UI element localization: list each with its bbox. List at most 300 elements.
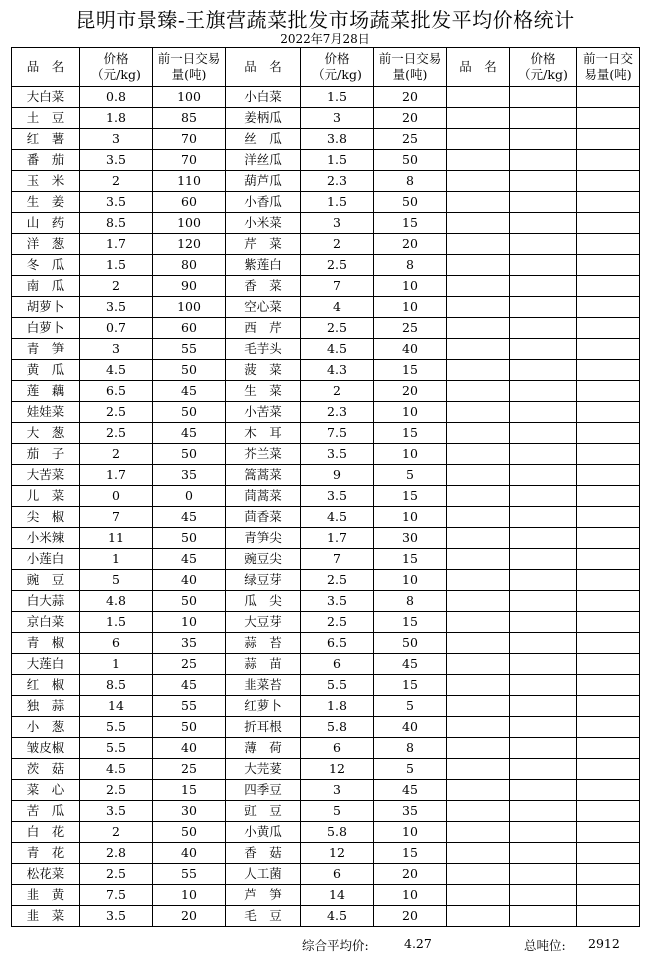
left-price-cell: 3.5 — [80, 297, 153, 318]
header-price-1: 价格（元/kg) — [80, 48, 153, 87]
middle-price-cell: 6 — [301, 654, 374, 675]
middle-price-cell: 2.5 — [301, 255, 374, 276]
left-volume-cell: 25 — [153, 759, 226, 780]
left-volume-cell: 100 — [153, 213, 226, 234]
empty-volume-cell — [577, 822, 640, 843]
middle-name-cell: 小白菜 — [226, 87, 301, 108]
header-name-2: 品 名 — [226, 48, 301, 87]
table-row — [12, 213, 640, 234]
middle-volume-cell: 45 — [374, 780, 447, 801]
empty-price-cell — [510, 780, 577, 801]
left-price-cell: 0.7 — [80, 318, 153, 339]
left-price-cell: 3.5 — [80, 150, 153, 171]
table-row — [12, 906, 640, 927]
empty-name-cell — [447, 738, 510, 759]
left-price-cell: 4.5 — [80, 360, 153, 381]
middle-volume-cell: 15 — [374, 213, 447, 234]
middle-volume-cell: 40 — [374, 339, 447, 360]
empty-name-cell — [447, 129, 510, 150]
table-row — [12, 885, 640, 906]
empty-price-cell — [510, 549, 577, 570]
middle-volume-cell: 25 — [374, 129, 447, 150]
middle-price-cell: 12 — [301, 843, 374, 864]
left-volume-cell: 85 — [153, 108, 226, 129]
header-price-2: 价格（元/kg) — [301, 48, 374, 87]
empty-volume-cell — [577, 318, 640, 339]
table-row — [12, 360, 640, 381]
left-name-cell: 番 茄 — [12, 150, 80, 171]
middle-name-cell: 人工菌 — [226, 864, 301, 885]
empty-volume-cell — [577, 360, 640, 381]
empty-price-cell — [510, 381, 577, 402]
header-volume-1: 前一日交易量(吨) — [153, 48, 226, 87]
left-volume-cell: 10 — [153, 885, 226, 906]
empty-price-cell — [510, 591, 577, 612]
empty-name-cell — [447, 885, 510, 906]
empty-price-cell — [510, 87, 577, 108]
empty-volume-cell — [577, 402, 640, 423]
middle-name-cell: 红萝卜 — [226, 696, 301, 717]
left-volume-cell: 40 — [153, 570, 226, 591]
left-volume-cell: 45 — [153, 507, 226, 528]
middle-price-cell: 1.5 — [301, 192, 374, 213]
middle-name-cell: 小苦菜 — [226, 402, 301, 423]
header-name-1: 品 名 — [12, 48, 80, 87]
left-volume-cell: 45 — [153, 381, 226, 402]
middle-name-cell: 蒜 苔 — [226, 633, 301, 654]
table-row — [12, 675, 640, 696]
left-price-cell: 5.5 — [80, 717, 153, 738]
empty-price-cell — [510, 213, 577, 234]
middle-price-cell: 7.5 — [301, 423, 374, 444]
table-row — [12, 423, 640, 444]
middle-volume-cell: 8 — [374, 171, 447, 192]
left-name-cell: 京白菜 — [12, 612, 80, 633]
table-row — [12, 234, 640, 255]
left-name-cell: 苦 瓜 — [12, 801, 80, 822]
left-name-cell: 小米辣 — [12, 528, 80, 549]
left-price-cell: 1.7 — [80, 465, 153, 486]
middle-volume-cell: 10 — [374, 276, 447, 297]
middle-price-cell: 1.5 — [301, 150, 374, 171]
left-volume-cell: 55 — [153, 696, 226, 717]
empty-price-cell — [510, 612, 577, 633]
middle-name-cell: 生 菜 — [226, 381, 301, 402]
empty-name-cell — [447, 171, 510, 192]
left-name-cell: 洋 葱 — [12, 234, 80, 255]
left-volume-cell: 50 — [153, 591, 226, 612]
empty-name-cell — [447, 591, 510, 612]
left-name-cell: 红 薯 — [12, 129, 80, 150]
middle-price-cell: 6 — [301, 864, 374, 885]
middle-volume-cell: 10 — [374, 822, 447, 843]
empty-name-cell — [447, 213, 510, 234]
left-name-cell: 胡萝卜 — [12, 297, 80, 318]
middle-name-cell: 香 菜 — [226, 276, 301, 297]
middle-volume-cell: 10 — [374, 444, 447, 465]
middle-price-cell: 3.5 — [301, 591, 374, 612]
empty-price-cell — [510, 570, 577, 591]
empty-volume-cell — [577, 738, 640, 759]
middle-price-cell: 3 — [301, 780, 374, 801]
middle-volume-cell: 10 — [374, 402, 447, 423]
empty-name-cell — [447, 486, 510, 507]
empty-name-cell — [447, 360, 510, 381]
table-row — [12, 654, 640, 675]
middle-name-cell: 紫莲白 — [226, 255, 301, 276]
left-name-cell: 红 椒 — [12, 675, 80, 696]
table-row — [12, 297, 640, 318]
empty-name-cell — [447, 570, 510, 591]
left-volume-cell: 80 — [153, 255, 226, 276]
table-row — [12, 339, 640, 360]
middle-name-cell: 大豆芽 — [226, 612, 301, 633]
middle-name-cell: 大芫荽 — [226, 759, 301, 780]
header-volume-3: 前一日交易量(吨) — [577, 48, 640, 87]
left-price-cell: 2 — [80, 276, 153, 297]
middle-name-cell: 小香瓜 — [226, 192, 301, 213]
left-name-cell: 小 葱 — [12, 717, 80, 738]
left-volume-cell: 90 — [153, 276, 226, 297]
empty-volume-cell — [577, 591, 640, 612]
empty-name-cell — [447, 276, 510, 297]
middle-price-cell: 2 — [301, 234, 374, 255]
empty-price-cell — [510, 675, 577, 696]
empty-volume-cell — [577, 129, 640, 150]
middle-price-cell: 7 — [301, 549, 374, 570]
left-price-cell: 8.5 — [80, 213, 153, 234]
left-price-cell: 5 — [80, 570, 153, 591]
middle-name-cell: 绿豆芽 — [226, 570, 301, 591]
middle-volume-cell: 20 — [374, 87, 447, 108]
empty-volume-cell — [577, 150, 640, 171]
middle-volume-cell: 50 — [374, 192, 447, 213]
report-date: 2022年7月28日 — [280, 32, 370, 46]
left-volume-cell: 100 — [153, 87, 226, 108]
left-volume-cell: 120 — [153, 234, 226, 255]
middle-price-cell: 4.5 — [301, 906, 374, 927]
empty-volume-cell — [577, 192, 640, 213]
table-row — [12, 465, 640, 486]
empty-price-cell — [510, 654, 577, 675]
middle-price-cell: 5 — [301, 801, 374, 822]
empty-volume-cell — [577, 633, 640, 654]
left-name-cell: 莲 藕 — [12, 381, 80, 402]
left-name-cell: 韭 黄 — [12, 885, 80, 906]
left-volume-cell: 40 — [153, 738, 226, 759]
middle-volume-cell: 15 — [374, 360, 447, 381]
middle-volume-cell: 20 — [374, 864, 447, 885]
table-row — [12, 486, 640, 507]
middle-price-cell: 2.5 — [301, 318, 374, 339]
middle-price-cell: 2.3 — [301, 171, 374, 192]
table-row — [12, 591, 640, 612]
empty-name-cell — [447, 234, 510, 255]
middle-price-cell: 9 — [301, 465, 374, 486]
middle-price-cell: 3.5 — [301, 444, 374, 465]
left-name-cell: 冬 瓜 — [12, 255, 80, 276]
middle-name-cell: 瓜 尖 — [226, 591, 301, 612]
left-volume-cell: 45 — [153, 549, 226, 570]
table-row — [12, 612, 640, 633]
empty-name-cell — [447, 444, 510, 465]
left-price-cell: 2 — [80, 171, 153, 192]
empty-price-cell — [510, 465, 577, 486]
table-row — [12, 402, 640, 423]
empty-name-cell — [447, 675, 510, 696]
middle-price-cell: 2.5 — [301, 612, 374, 633]
middle-volume-cell: 35 — [374, 801, 447, 822]
middle-price-cell: 4 — [301, 297, 374, 318]
left-volume-cell: 50 — [153, 717, 226, 738]
middle-volume-cell: 10 — [374, 885, 447, 906]
left-volume-cell: 35 — [153, 465, 226, 486]
table-row — [12, 843, 640, 864]
left-volume-cell: 50 — [153, 402, 226, 423]
table-header-row — [12, 48, 640, 87]
left-price-cell: 3.5 — [80, 906, 153, 927]
middle-name-cell: 折耳根 — [226, 717, 301, 738]
empty-name-cell — [447, 717, 510, 738]
empty-volume-cell — [577, 549, 640, 570]
empty-name-cell — [447, 507, 510, 528]
left-name-cell: 南 瓜 — [12, 276, 80, 297]
left-price-cell: 0 — [80, 486, 153, 507]
left-price-cell: 3.5 — [80, 801, 153, 822]
left-volume-cell: 110 — [153, 171, 226, 192]
empty-price-cell — [510, 276, 577, 297]
empty-name-cell — [447, 633, 510, 654]
left-name-cell: 豌 豆 — [12, 570, 80, 591]
empty-price-cell — [510, 759, 577, 780]
middle-price-cell: 3 — [301, 108, 374, 129]
middle-name-cell: 木 耳 — [226, 423, 301, 444]
left-price-cell: 2 — [80, 822, 153, 843]
table-row — [12, 759, 640, 780]
table-row — [12, 276, 640, 297]
middle-name-cell: 小黄瓜 — [226, 822, 301, 843]
empty-price-cell — [510, 255, 577, 276]
empty-name-cell — [447, 759, 510, 780]
empty-price-cell — [510, 885, 577, 906]
left-name-cell: 韭 菜 — [12, 906, 80, 927]
empty-price-cell — [510, 507, 577, 528]
empty-name-cell — [447, 843, 510, 864]
table-row — [12, 780, 640, 801]
empty-volume-cell — [577, 675, 640, 696]
left-volume-cell: 35 — [153, 633, 226, 654]
middle-price-cell: 3.5 — [301, 486, 374, 507]
left-price-cell: 2.5 — [80, 864, 153, 885]
middle-name-cell: 茴香菜 — [226, 507, 301, 528]
empty-name-cell — [447, 822, 510, 843]
empty-name-cell — [447, 192, 510, 213]
middle-name-cell: 洋丝瓜 — [226, 150, 301, 171]
empty-name-cell — [447, 381, 510, 402]
left-name-cell: 儿 菜 — [12, 486, 80, 507]
empty-volume-cell — [577, 717, 640, 738]
middle-name-cell: 薄 荷 — [226, 738, 301, 759]
middle-name-cell: 毛芋头 — [226, 339, 301, 360]
middle-name-cell: 韭菜苔 — [226, 675, 301, 696]
left-volume-cell: 15 — [153, 780, 226, 801]
left-name-cell: 大白菜 — [12, 87, 80, 108]
middle-price-cell: 2 — [301, 381, 374, 402]
middle-volume-cell: 50 — [374, 150, 447, 171]
empty-price-cell — [510, 150, 577, 171]
table-row — [12, 129, 640, 150]
empty-price-cell — [510, 423, 577, 444]
left-volume-cell: 60 — [153, 318, 226, 339]
table-row — [12, 150, 640, 171]
empty-name-cell — [447, 801, 510, 822]
left-name-cell: 黄 瓜 — [12, 360, 80, 381]
left-name-cell: 青 花 — [12, 843, 80, 864]
middle-name-cell: 篙蒿菜 — [226, 465, 301, 486]
left-price-cell: 8.5 — [80, 675, 153, 696]
left-price-cell: 1 — [80, 549, 153, 570]
table-row — [12, 570, 640, 591]
left-volume-cell: 45 — [153, 423, 226, 444]
left-price-cell: 11 — [80, 528, 153, 549]
left-price-cell: 1 — [80, 654, 153, 675]
empty-price-cell — [510, 192, 577, 213]
middle-volume-cell: 5 — [374, 465, 447, 486]
left-price-cell: 2.5 — [80, 423, 153, 444]
middle-price-cell: 5.5 — [301, 675, 374, 696]
middle-name-cell: 青笋尖 — [226, 528, 301, 549]
left-name-cell: 白萝卜 — [12, 318, 80, 339]
total-tonnage-value: 2912 — [588, 936, 620, 951]
left-price-cell: 3.5 — [80, 192, 153, 213]
header-price-3: 价格（元/kg) — [510, 48, 577, 87]
empty-name-cell — [447, 297, 510, 318]
left-name-cell: 白大蒜 — [12, 591, 80, 612]
left-price-cell: 1.7 — [80, 234, 153, 255]
table-row — [12, 738, 640, 759]
table-row — [12, 444, 640, 465]
left-name-cell: 娃娃菜 — [12, 402, 80, 423]
empty-price-cell — [510, 906, 577, 927]
empty-price-cell — [510, 402, 577, 423]
middle-name-cell: 空心菜 — [226, 297, 301, 318]
left-volume-cell: 70 — [153, 129, 226, 150]
left-volume-cell: 30 — [153, 801, 226, 822]
empty-name-cell — [447, 780, 510, 801]
middle-price-cell: 6 — [301, 738, 374, 759]
left-price-cell: 6 — [80, 633, 153, 654]
middle-volume-cell: 15 — [374, 486, 447, 507]
middle-name-cell: 西 芹 — [226, 318, 301, 339]
empty-name-cell — [447, 549, 510, 570]
middle-price-cell: 4.3 — [301, 360, 374, 381]
left-price-cell: 3 — [80, 129, 153, 150]
middle-price-cell: 5.8 — [301, 822, 374, 843]
empty-volume-cell — [577, 423, 640, 444]
table-row — [12, 192, 640, 213]
empty-price-cell — [510, 801, 577, 822]
middle-volume-cell: 8 — [374, 591, 447, 612]
middle-volume-cell: 20 — [374, 906, 447, 927]
empty-price-cell — [510, 864, 577, 885]
empty-name-cell — [447, 465, 510, 486]
table-row — [12, 549, 640, 570]
left-volume-cell: 55 — [153, 864, 226, 885]
left-price-cell: 2.8 — [80, 843, 153, 864]
middle-price-cell: 3.8 — [301, 129, 374, 150]
middle-volume-cell: 45 — [374, 654, 447, 675]
empty-name-cell — [447, 696, 510, 717]
table-row — [12, 507, 640, 528]
left-price-cell: 7 — [80, 507, 153, 528]
empty-volume-cell — [577, 612, 640, 633]
middle-volume-cell: 5 — [374, 696, 447, 717]
middle-price-cell: 4.5 — [301, 339, 374, 360]
empty-name-cell — [447, 339, 510, 360]
empty-volume-cell — [577, 87, 640, 108]
empty-price-cell — [510, 633, 577, 654]
middle-volume-cell: 30 — [374, 528, 447, 549]
empty-price-cell — [510, 171, 577, 192]
middle-price-cell: 2.5 — [301, 570, 374, 591]
left-price-cell: 2.5 — [80, 402, 153, 423]
empty-price-cell — [510, 297, 577, 318]
table-row — [12, 717, 640, 738]
table-row — [12, 528, 640, 549]
middle-volume-cell: 10 — [374, 297, 447, 318]
left-name-cell: 茄 子 — [12, 444, 80, 465]
left-name-cell: 独 蒜 — [12, 696, 80, 717]
empty-volume-cell — [577, 465, 640, 486]
left-price-cell: 4.5 — [80, 759, 153, 780]
left-name-cell: 大莲白 — [12, 654, 80, 675]
middle-price-cell: 6.5 — [301, 633, 374, 654]
table-row — [12, 87, 640, 108]
left-name-cell: 土 豆 — [12, 108, 80, 129]
middle-name-cell: 毛 豆 — [226, 906, 301, 927]
middle-volume-cell: 10 — [374, 507, 447, 528]
left-volume-cell: 25 — [153, 654, 226, 675]
average-price-value: 4.27 — [404, 936, 432, 951]
left-price-cell: 7.5 — [80, 885, 153, 906]
middle-price-cell: 4.5 — [301, 507, 374, 528]
price-table — [11, 47, 640, 927]
empty-name-cell — [447, 150, 510, 171]
left-name-cell: 青 椒 — [12, 633, 80, 654]
middle-volume-cell: 25 — [374, 318, 447, 339]
empty-volume-cell — [577, 444, 640, 465]
empty-volume-cell — [577, 171, 640, 192]
empty-volume-cell — [577, 339, 640, 360]
empty-price-cell — [510, 444, 577, 465]
empty-volume-cell — [577, 843, 640, 864]
empty-price-cell — [510, 108, 577, 129]
empty-price-cell — [510, 234, 577, 255]
empty-volume-cell — [577, 759, 640, 780]
empty-price-cell — [510, 738, 577, 759]
empty-volume-cell — [577, 255, 640, 276]
left-volume-cell: 10 — [153, 612, 226, 633]
middle-volume-cell: 15 — [374, 549, 447, 570]
header-volume-2: 前一日交易量(吨) — [374, 48, 447, 87]
left-price-cell: 0.8 — [80, 87, 153, 108]
middle-name-cell: 芥兰菜 — [226, 444, 301, 465]
empty-volume-cell — [577, 276, 640, 297]
left-name-cell: 生 姜 — [12, 192, 80, 213]
middle-name-cell: 芦 笋 — [226, 885, 301, 906]
left-volume-cell: 45 — [153, 675, 226, 696]
left-name-cell: 尖 椒 — [12, 507, 80, 528]
